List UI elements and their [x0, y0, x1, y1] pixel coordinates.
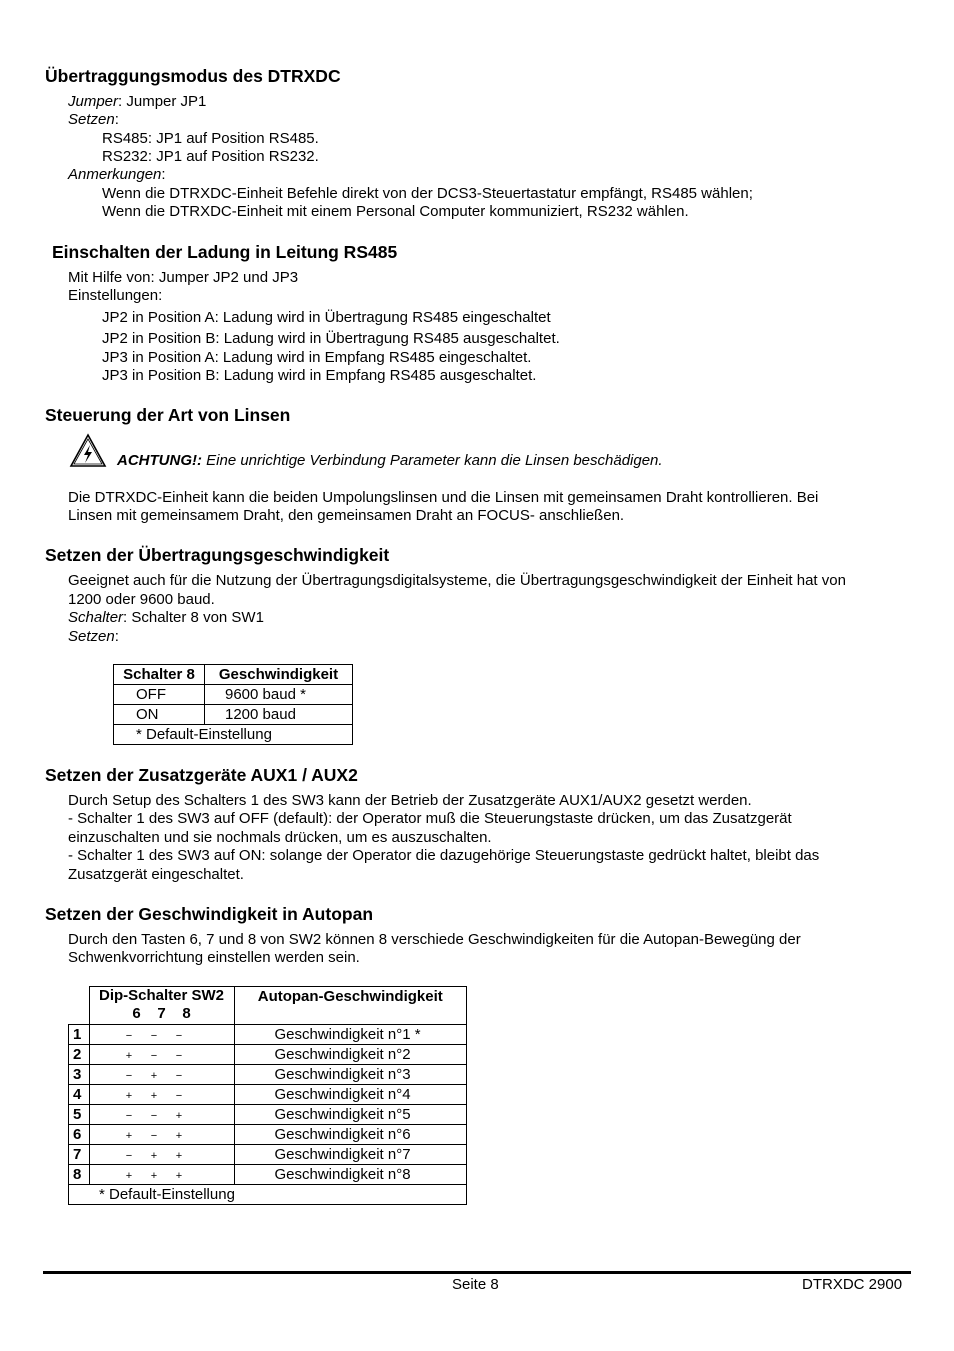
switch-sign: −: [150, 1130, 158, 1142]
table-cell: ON: [114, 705, 205, 725]
switch-sign: +: [150, 1090, 158, 1102]
switch-settings: [89, 1045, 234, 1065]
jumper-value: : Jumper JP1: [118, 93, 207, 110]
heading-zusatzgeraete: Setzen der Zusatzgeräte AUX1 / AUX2: [45, 765, 358, 785]
switch-sign: +: [150, 1150, 158, 1162]
warning-message: Eine unrichtige Verbindung Parameter kann die Linsen beschädigen.: [201, 452, 663, 469]
warning-bold: ACHTUNG!:: [117, 452, 202, 469]
switch-settings: [89, 1025, 234, 1045]
table-subheader: 6 7 8: [132, 1005, 191, 1022]
table-cell: OFF: [114, 685, 205, 705]
row-number: 2: [69, 1045, 90, 1065]
schalter-label: Schalter: [68, 609, 124, 626]
page-number: Seite 8: [452, 1276, 499, 1293]
colon: :: [114, 628, 119, 645]
s1-line2: RS232: JP1 auf Position RS232.: [102, 148, 319, 165]
switch-settings: [89, 1085, 234, 1105]
switch-sign: +: [125, 1170, 133, 1182]
speed-value: Geschwindigkeit n°5: [234, 1105, 467, 1125]
warning-icon: [69, 433, 107, 468]
switch-settings: [89, 1165, 234, 1185]
switch-settings: [89, 1105, 234, 1125]
row-number: 1: [69, 1025, 90, 1045]
switch-sign: −: [125, 1070, 133, 1082]
table-cell: 1200 baud: [205, 705, 353, 725]
s4-p2: 1200 oder 9600 baud.: [68, 591, 215, 608]
s3-p1: Die DTRXDC-Einheit kann die beiden Umpolungslinsen und die Linsen mit gemeinsamen Draht kontrollieren. Bei: [68, 489, 819, 506]
heading-autopan: Setzen der Geschwindigkeit in Autopan: [45, 904, 374, 924]
schalter-line: [68, 609, 264, 627]
switch-sign: +: [125, 1050, 133, 1062]
autopan-table: [68, 986, 467, 1205]
table-cell: 9600 baud *: [205, 685, 353, 705]
table-header: Geschwindigkeit: [205, 665, 353, 685]
s2-item: JP3 in Position A: Ladung wird in Empfang RS485 eingeschaltet.: [102, 349, 532, 366]
s3-p2: Linsen mit gemeinsamem Draht, den gemeinsamen Draht an FOCUS- anschließen.: [68, 507, 625, 524]
s5-line: Durch Setup des Schalters 1 des SW3 kann der Betrieb der Zusatzgeräte AUX1/AUX2 gesetzt werden.: [68, 792, 752, 809]
heading-linsen: Steuerung der Art von Linsen: [45, 405, 291, 425]
s2-item: JP2 in Position A: Ladung wird in Übertragung RS485 eingeschaltet: [102, 309, 551, 326]
speed-value: Geschwindigkeit n°7: [234, 1145, 467, 1165]
table-row: [69, 1065, 467, 1085]
switch-sign: +: [150, 1070, 158, 1082]
switch-sign: +: [175, 1170, 183, 1182]
switch-sign: −: [175, 1050, 183, 1062]
colon: :: [161, 166, 166, 183]
table-footer: * Default-Einstellung: [69, 1185, 467, 1205]
table-footer-row: [114, 725, 353, 745]
table-header-row: [69, 987, 467, 1025]
switch-sign: +: [125, 1090, 133, 1102]
table-corner: [69, 987, 90, 1025]
row-number: 8: [69, 1165, 90, 1185]
colon: :: [114, 111, 119, 128]
anmerkungen-label: Anmerkungen: [68, 166, 162, 183]
s4-setzen-line: [68, 628, 119, 646]
table-footer: * Default-Einstellung: [114, 725, 353, 745]
speed-value: Geschwindigkeit n°4: [234, 1085, 467, 1105]
switch-settings: [89, 1125, 234, 1145]
heading-uebertragungsmodus: Übertraggungsmodus des DTRXDC: [45, 66, 341, 86]
switch-settings: [89, 1145, 234, 1165]
table-footer-row: [69, 1185, 467, 1205]
heading-einschalten-ladung: Einschalten der Ladung in Leitung RS485: [52, 242, 398, 262]
s2-line1: Mit Hilfe von: Jumper JP2 und JP3: [68, 269, 299, 286]
s5-line: - Schalter 1 des SW3 auf OFF (default): der Operator muß die Steuerungstaste drücken, um das Zusatzgerät: [68, 810, 792, 827]
switch-sign: −: [175, 1030, 183, 1042]
speed-value: Geschwindigkeit n°6: [234, 1125, 467, 1145]
jumper-label: Jumper: [68, 93, 119, 110]
s6-p2: Schwenkvorrichtung einstellen werden sein.: [68, 949, 360, 966]
s2-line2: Einstellungen:: [68, 287, 163, 304]
switch-sign: +: [175, 1110, 183, 1122]
s6-p1: Durch den Tasten 6, 7 und 8 von SW2 können 8 verschiede Geschwindigkeiten für die Autopan-Bewegüng der: [68, 931, 801, 948]
switch-sign: −: [125, 1030, 133, 1042]
heading-uebertragungsgeschwindigkeit: Setzen der Übertragungsgeschwindigkeit: [45, 545, 390, 565]
table-header: Schalter 8: [114, 665, 205, 685]
setzen-label: Setzen: [68, 111, 115, 128]
row-number: 4: [69, 1085, 90, 1105]
anmerkungen-line: [68, 166, 166, 184]
schalter-value: : Schalter 8 von SW1: [123, 609, 264, 626]
s1-note1: Wenn die DTRXDC-Einheit Befehle direkt von der DCS3-Steuertastatur empfängt, RS485 wählen;: [102, 185, 753, 202]
speed-value: Geschwindigkeit n°3: [234, 1065, 467, 1085]
table-row: [69, 1125, 467, 1145]
switch-sign: −: [175, 1090, 183, 1102]
baud-table: [113, 664, 353, 745]
switch-sign: +: [125, 1130, 133, 1142]
s4-p1: Geeignet auch für die Nutzung der Übertragungsdigitalsysteme, die Übertragungsgeschwindigkeit der Einheit hat von: [68, 572, 846, 589]
table-header: Autopan-Geschwindigkeit: [234, 987, 467, 1025]
s1-note2: Wenn die DTRXDC-Einheit mit einem Personal Computer kommuniziert, RS232 wählen.: [102, 203, 689, 220]
s2-item: JP3 in Position B: Ladung wird in Empfang RS485 ausgeschaltet.: [102, 367, 537, 384]
warning-text: [117, 452, 663, 470]
switch-sign: −: [150, 1030, 158, 1042]
setzen-label: Setzen: [68, 628, 115, 645]
table-header-dip: [89, 987, 234, 1025]
table-row: [69, 1165, 467, 1185]
jumper-line: [68, 93, 206, 111]
row-number: 3: [69, 1065, 90, 1085]
table-header: Dip-Schalter SW2: [98, 987, 225, 1004]
table-row: [69, 1085, 467, 1105]
s5-line: - Schalter 1 des SW3 auf ON: solange der Operator die dazugehörige Steuerungstaste gedrückt haltet, bleibt das: [68, 847, 820, 864]
setzen-line: [68, 111, 119, 129]
table-row: [69, 1025, 467, 1045]
table-row: [114, 705, 353, 725]
table-row: [69, 1045, 467, 1065]
speed-value: Geschwindigkeit n°2: [234, 1045, 467, 1065]
switch-sign: +: [175, 1130, 183, 1142]
table-header-row: [114, 665, 353, 685]
document-id: DTRXDC 2900: [802, 1276, 903, 1293]
switch-sign: +: [150, 1170, 158, 1182]
table-row: [69, 1145, 467, 1165]
table-row: [69, 1105, 467, 1125]
row-number: 5: [69, 1105, 90, 1125]
switch-sign: −: [175, 1070, 183, 1082]
switch-sign: −: [150, 1050, 158, 1062]
switch-sign: +: [175, 1150, 183, 1162]
table-row: [114, 685, 353, 705]
s5-line: einzuschalten und sie nochmals drücken, um es auszuschalten.: [68, 829, 492, 846]
row-number: 6: [69, 1125, 90, 1145]
s5-line: Zusatzgerät eingeschaltet.: [68, 866, 244, 883]
s2-item: JP2 in Position B: Ladung wird in Übertragung RS485 ausgeschaltet.: [102, 330, 560, 347]
speed-value: Geschwindigkeit n°8: [234, 1165, 467, 1185]
footer-rule: [43, 1271, 911, 1274]
speed-value: Geschwindigkeit n°1 *: [234, 1025, 467, 1045]
row-number: 7: [69, 1145, 90, 1165]
switch-sign: −: [125, 1110, 133, 1122]
switch-sign: −: [125, 1150, 133, 1162]
switch-sign: −: [150, 1110, 158, 1122]
s1-line1: RS485: JP1 auf Position RS485.: [102, 130, 319, 147]
switch-settings: [89, 1065, 234, 1085]
